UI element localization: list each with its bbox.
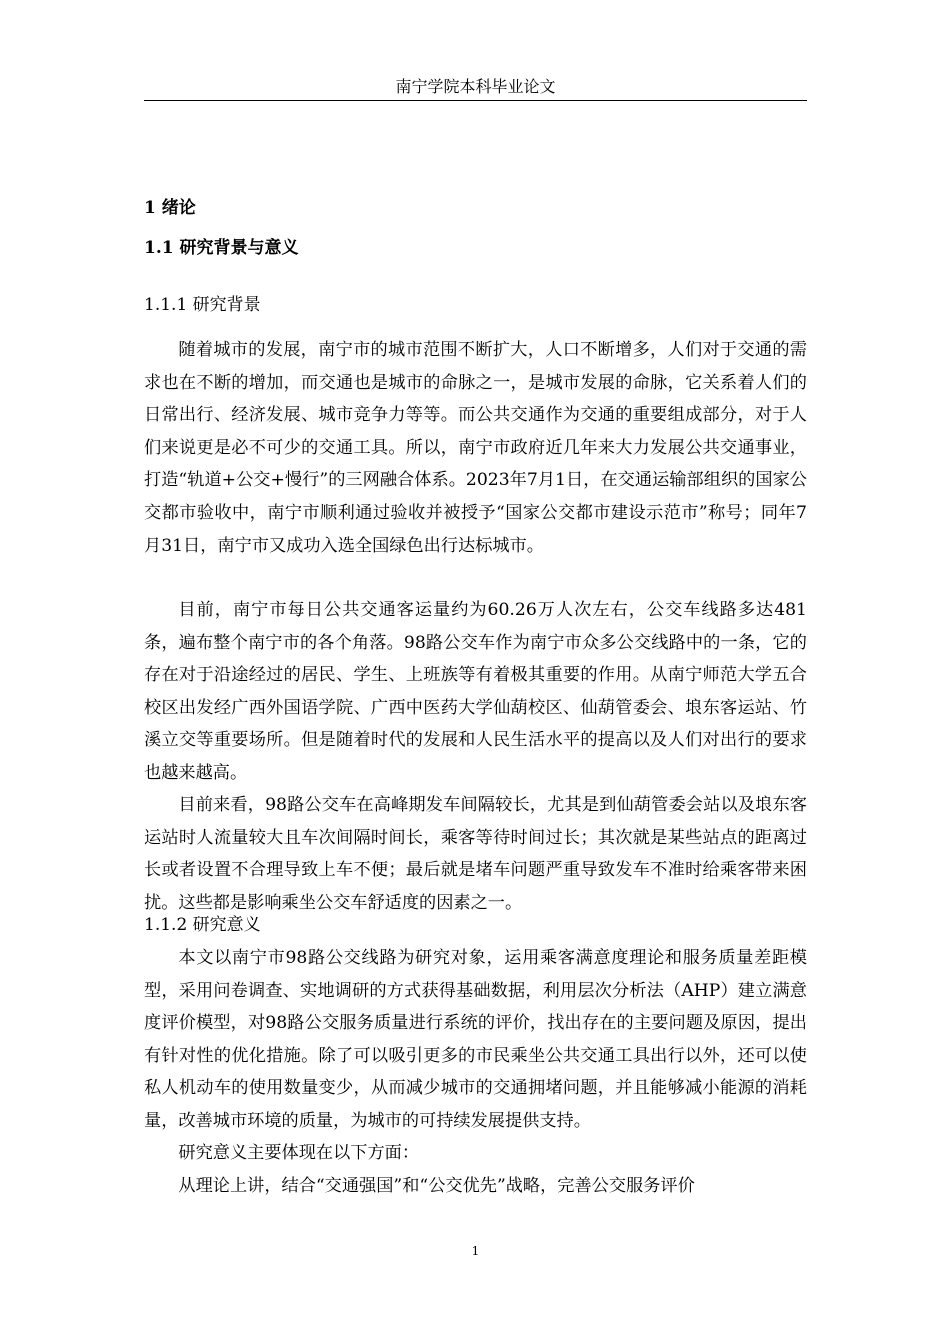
paragraph-background-1: 随着城市的发展，南宁市的城市范围不断扩大，人口不断增多，人们对于交通的需求也在不断的增加，而交通也是城市的命脉之一，是城市发展的命脉，它关系着人们的日常出行、经济发展、城市竞争力等等。而公共交通作为交通的重要组成部分，对于人们来说更是必不可少的交通工具。所以，南宁市政府近几年来大力发展公共交通事业，打造“轨道+公交+慢行”的三网融合体系。2023年7月1日，在交通运输部组织的国家公交都市验收中，南宁市顺利通过验收并被授予“国家公交都市建设示范市”称号；同年7月31日，南宁市又成功入选全国绿色出行达标城市。 <box>144 340 807 556</box>
paragraph-background-2: 目前，南宁市每日公共交通客运量约为60.26万人次左右，公交车线路多达481条，遍布整个南宁市的各个角落。98路公交车作为南宁市众多公交线路中的一条，它的存在对于沿途经过的居民、学生、上班族等有着极其重要的作用。从南宁师范大学五合校区出发经广西外国语学院、广西中医药大学仙葫校区、仙葫管委会、埌东客运站、竹溪立交等重要场所。但是随着时代的发展和人民生活水平的提高以及人们对出行的要求也越来越高。 <box>144 600 807 783</box>
chapter-heading: 1 绪论 <box>144 198 196 218</box>
paragraph-significance-2: 研究意义主要体现在以下方面： <box>178 1143 420 1163</box>
paragraph-significance-1: 本文以南宁市98路公交线路为研究对象，运用乘客满意度理论和服务质量差距模型，采用问卷调查、实地调研的方式获得基础数据，利用层次分析法（AHP）建立满意度评价模型，对98路公交服务质量进行系统的评价，找出存在的主要问题及原因，提出有针对性的优化措施。除了可以吸引更多的市民乘坐公共交通工具出行以外，还可以使私人机动车的使用数量变少，从而减少城市的交通拥堵问题，并且能够减小能源的消耗量，改善城市环境的质量，为城市的可持续发展提供支持。 <box>144 948 807 1131</box>
section-heading: 1.1 研究背景与意义 <box>144 238 299 258</box>
page-number: 1 <box>471 1244 480 1258</box>
subsection-heading-background: 1.1.1 研究背景 <box>144 295 261 315</box>
paragraph-background-3: 目前来看，98路公交车在高峰期发车间隔较长，尤其是到仙葫管委会站以及埌东客运站时人流量较大且车次间隔时间长，乘客等待时间过长；其次就是某些站点的距离过长或者设置不合理导致上车不便；最后就是堵车问题严重导致发车不准时给乘客带来困扰。这些都是影响乘坐公交车舒适度的因素之一。 <box>144 795 807 913</box>
subsection-heading-significance: 1.1.2 研究意义 <box>144 915 261 935</box>
header-divider <box>144 100 807 101</box>
page-header: 南宁学院本科毕业论文 <box>395 77 556 96</box>
paragraph-significance-3: 从理论上讲，结合“交通强国”和“公交优先”战略，完善公交服务评价 <box>178 1176 695 1196</box>
